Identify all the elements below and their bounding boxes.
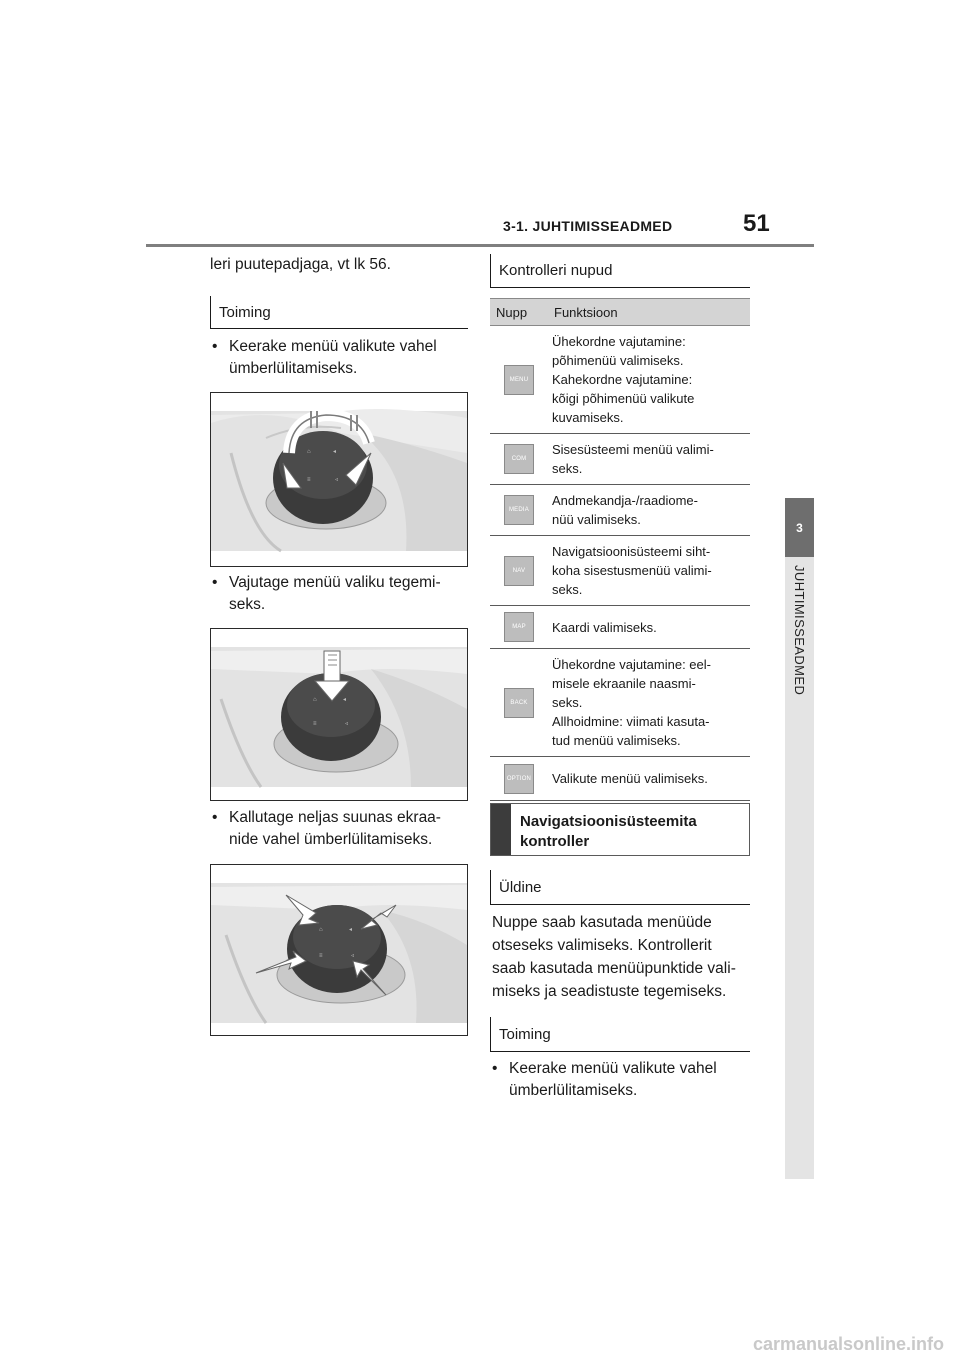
function-line: seks. xyxy=(552,461,583,476)
function-line: kuvamiseks. xyxy=(552,410,624,425)
chapter-tab xyxy=(785,498,814,557)
table-cell-function xyxy=(548,649,750,757)
bullet-line-2: nide vahel ümberlülitamiseks. xyxy=(229,831,433,848)
com-key-icon: COM xyxy=(504,444,534,474)
bullet-dot: • xyxy=(212,809,218,826)
nav-controller-heading xyxy=(490,803,750,856)
right-action-subheading-text: Toiming xyxy=(499,1025,551,1043)
page-number: 51 xyxy=(743,210,770,237)
left-bullet-3 xyxy=(212,807,472,851)
figure-rotate-controller xyxy=(210,392,468,567)
svg-text:⌂: ⌂ xyxy=(313,697,317,703)
function-line: Navigatsioonisüsteemi siht- xyxy=(552,544,711,559)
bullet-dot: • xyxy=(212,338,218,355)
right-bullet-1 xyxy=(492,1058,752,1102)
figure-press-controller xyxy=(210,628,468,801)
function-line: koha sisestusmenüü valimi- xyxy=(552,563,712,578)
general-text xyxy=(492,911,762,1003)
table-row xyxy=(490,536,750,606)
table-header-row xyxy=(490,299,750,326)
bullet-line-1: Keerake menüü valikute vahel xyxy=(229,338,437,355)
intro-text: leri puutepadjaga, vt lk 56. xyxy=(210,256,391,273)
bullet-line-1: Kallutage neljas suunas ekraa- xyxy=(229,809,441,826)
general-subheading xyxy=(490,870,750,905)
menu-key-icon: MENU xyxy=(504,365,534,395)
chapter-number: 3 xyxy=(796,520,803,535)
function-line: Kaardi valimiseks. xyxy=(552,619,657,635)
section-title: 3-1. JUHTIMISSEADMED xyxy=(503,218,673,234)
bullet-dot: • xyxy=(212,574,218,591)
nav-heading-line-2: kontroller xyxy=(520,833,590,850)
svg-text:◃: ◃ xyxy=(345,721,349,727)
footer xyxy=(0,1330,960,1358)
svg-text:◃: ◃ xyxy=(335,477,339,483)
table-row xyxy=(490,485,750,536)
left-bullet-1 xyxy=(212,336,472,380)
bullet-line-2: ümberlülitamiseks. xyxy=(509,1082,638,1099)
heading-bar xyxy=(491,804,511,855)
svg-text:◂: ◂ xyxy=(333,449,337,455)
function-line: Valikute menüü valimiseks. xyxy=(552,771,708,786)
function-line: Allhoidmine: viimati kasuta- xyxy=(552,714,710,729)
table-row xyxy=(490,326,750,434)
media-key-icon: MEDIA xyxy=(504,495,534,525)
right-subheading-buttons xyxy=(490,254,750,288)
bullet-line-2: ümberlülitamiseks. xyxy=(229,360,358,377)
table-cell-function xyxy=(548,485,750,536)
function-line: nüü valimiseks. xyxy=(552,512,641,527)
nav-key-icon: NAV xyxy=(504,556,534,586)
watermark: carmanualsonline.info xyxy=(752,1334,944,1354)
left-subheading xyxy=(210,296,468,329)
table-row xyxy=(490,606,750,649)
svg-text:◃: ◃ xyxy=(351,953,355,959)
function-line: Kahekordne vajutamine: xyxy=(552,372,693,387)
right-subheading-buttons-text: Kontrolleri nupud xyxy=(499,262,613,279)
function-line: Andmekandja-/raadiome- xyxy=(552,493,698,508)
left-subheading-text: Toiming xyxy=(219,303,271,321)
general-text-line: saab kasutada menüüpunktide vali- xyxy=(492,960,736,977)
bullet-line-1: Vajutage menüü valiku tegemi- xyxy=(229,574,441,591)
function-line: kõigi põhimenüü valikute xyxy=(552,391,695,406)
header-rule xyxy=(146,244,814,247)
chapter-title: JUHTIMISSEADMED xyxy=(791,565,807,696)
nav-heading-text xyxy=(520,812,697,852)
function-line: Ühekordne vajutamine: xyxy=(552,334,686,349)
bullet-line-1: Keerake menüü valikute vahel xyxy=(509,1060,717,1077)
svg-text:◂: ◂ xyxy=(343,697,347,703)
bullet-dot: • xyxy=(492,1060,498,1077)
svg-text:≡: ≡ xyxy=(319,953,323,959)
table-cell-function xyxy=(548,606,750,649)
left-bullet-2 xyxy=(212,572,472,616)
option-key-icon: OPTION xyxy=(504,764,534,794)
table-row xyxy=(490,649,750,757)
general-text-line: miseks ja seadistuste tegemiseks. xyxy=(492,983,727,1000)
table-cell-function xyxy=(548,757,750,801)
chapter-side-label xyxy=(785,557,814,807)
bullet-line-2: seks. xyxy=(229,596,266,613)
function-line: seks. xyxy=(552,582,583,597)
table-cell-function xyxy=(548,434,750,485)
table-cell-function xyxy=(548,536,750,606)
general-subheading-text: Üldine xyxy=(499,878,542,896)
table-row xyxy=(490,757,750,801)
right-action-subheading xyxy=(490,1017,750,1052)
figure-tilt-controller xyxy=(210,864,468,1036)
function-line: põhimenüü valimiseks. xyxy=(552,353,684,368)
back-key-icon: BACK xyxy=(504,688,534,718)
function-line: Sisesüsteemi menüü valimi- xyxy=(552,442,714,457)
function-line: Ühekordne vajutamine: eel- xyxy=(552,657,711,672)
nav-heading-line-1: Navigatsioonisüsteemita xyxy=(520,813,697,830)
svg-text:◂: ◂ xyxy=(349,927,353,933)
svg-text:≡: ≡ xyxy=(307,477,311,483)
map-key-icon: MAP xyxy=(504,612,534,642)
general-text-line: Nuppe saab kasutada menüüde xyxy=(492,914,712,931)
table-header-button: Nupp xyxy=(490,299,548,326)
table-row xyxy=(490,434,750,485)
svg-text:⌂: ⌂ xyxy=(319,927,323,933)
function-line: tud menüü valimiseks. xyxy=(552,733,681,748)
general-text-line: otseseks valimiseks. Kontrollerit xyxy=(492,937,712,954)
svg-text:⌂: ⌂ xyxy=(307,449,311,455)
table-cell-function xyxy=(548,326,750,434)
table-header-function: Funktsioon xyxy=(548,299,750,326)
controller-buttons-table xyxy=(490,298,750,801)
svg-text:≡: ≡ xyxy=(313,721,317,727)
function-line: misele ekraanile naasmi- xyxy=(552,676,696,691)
function-line: seks. xyxy=(552,695,583,710)
